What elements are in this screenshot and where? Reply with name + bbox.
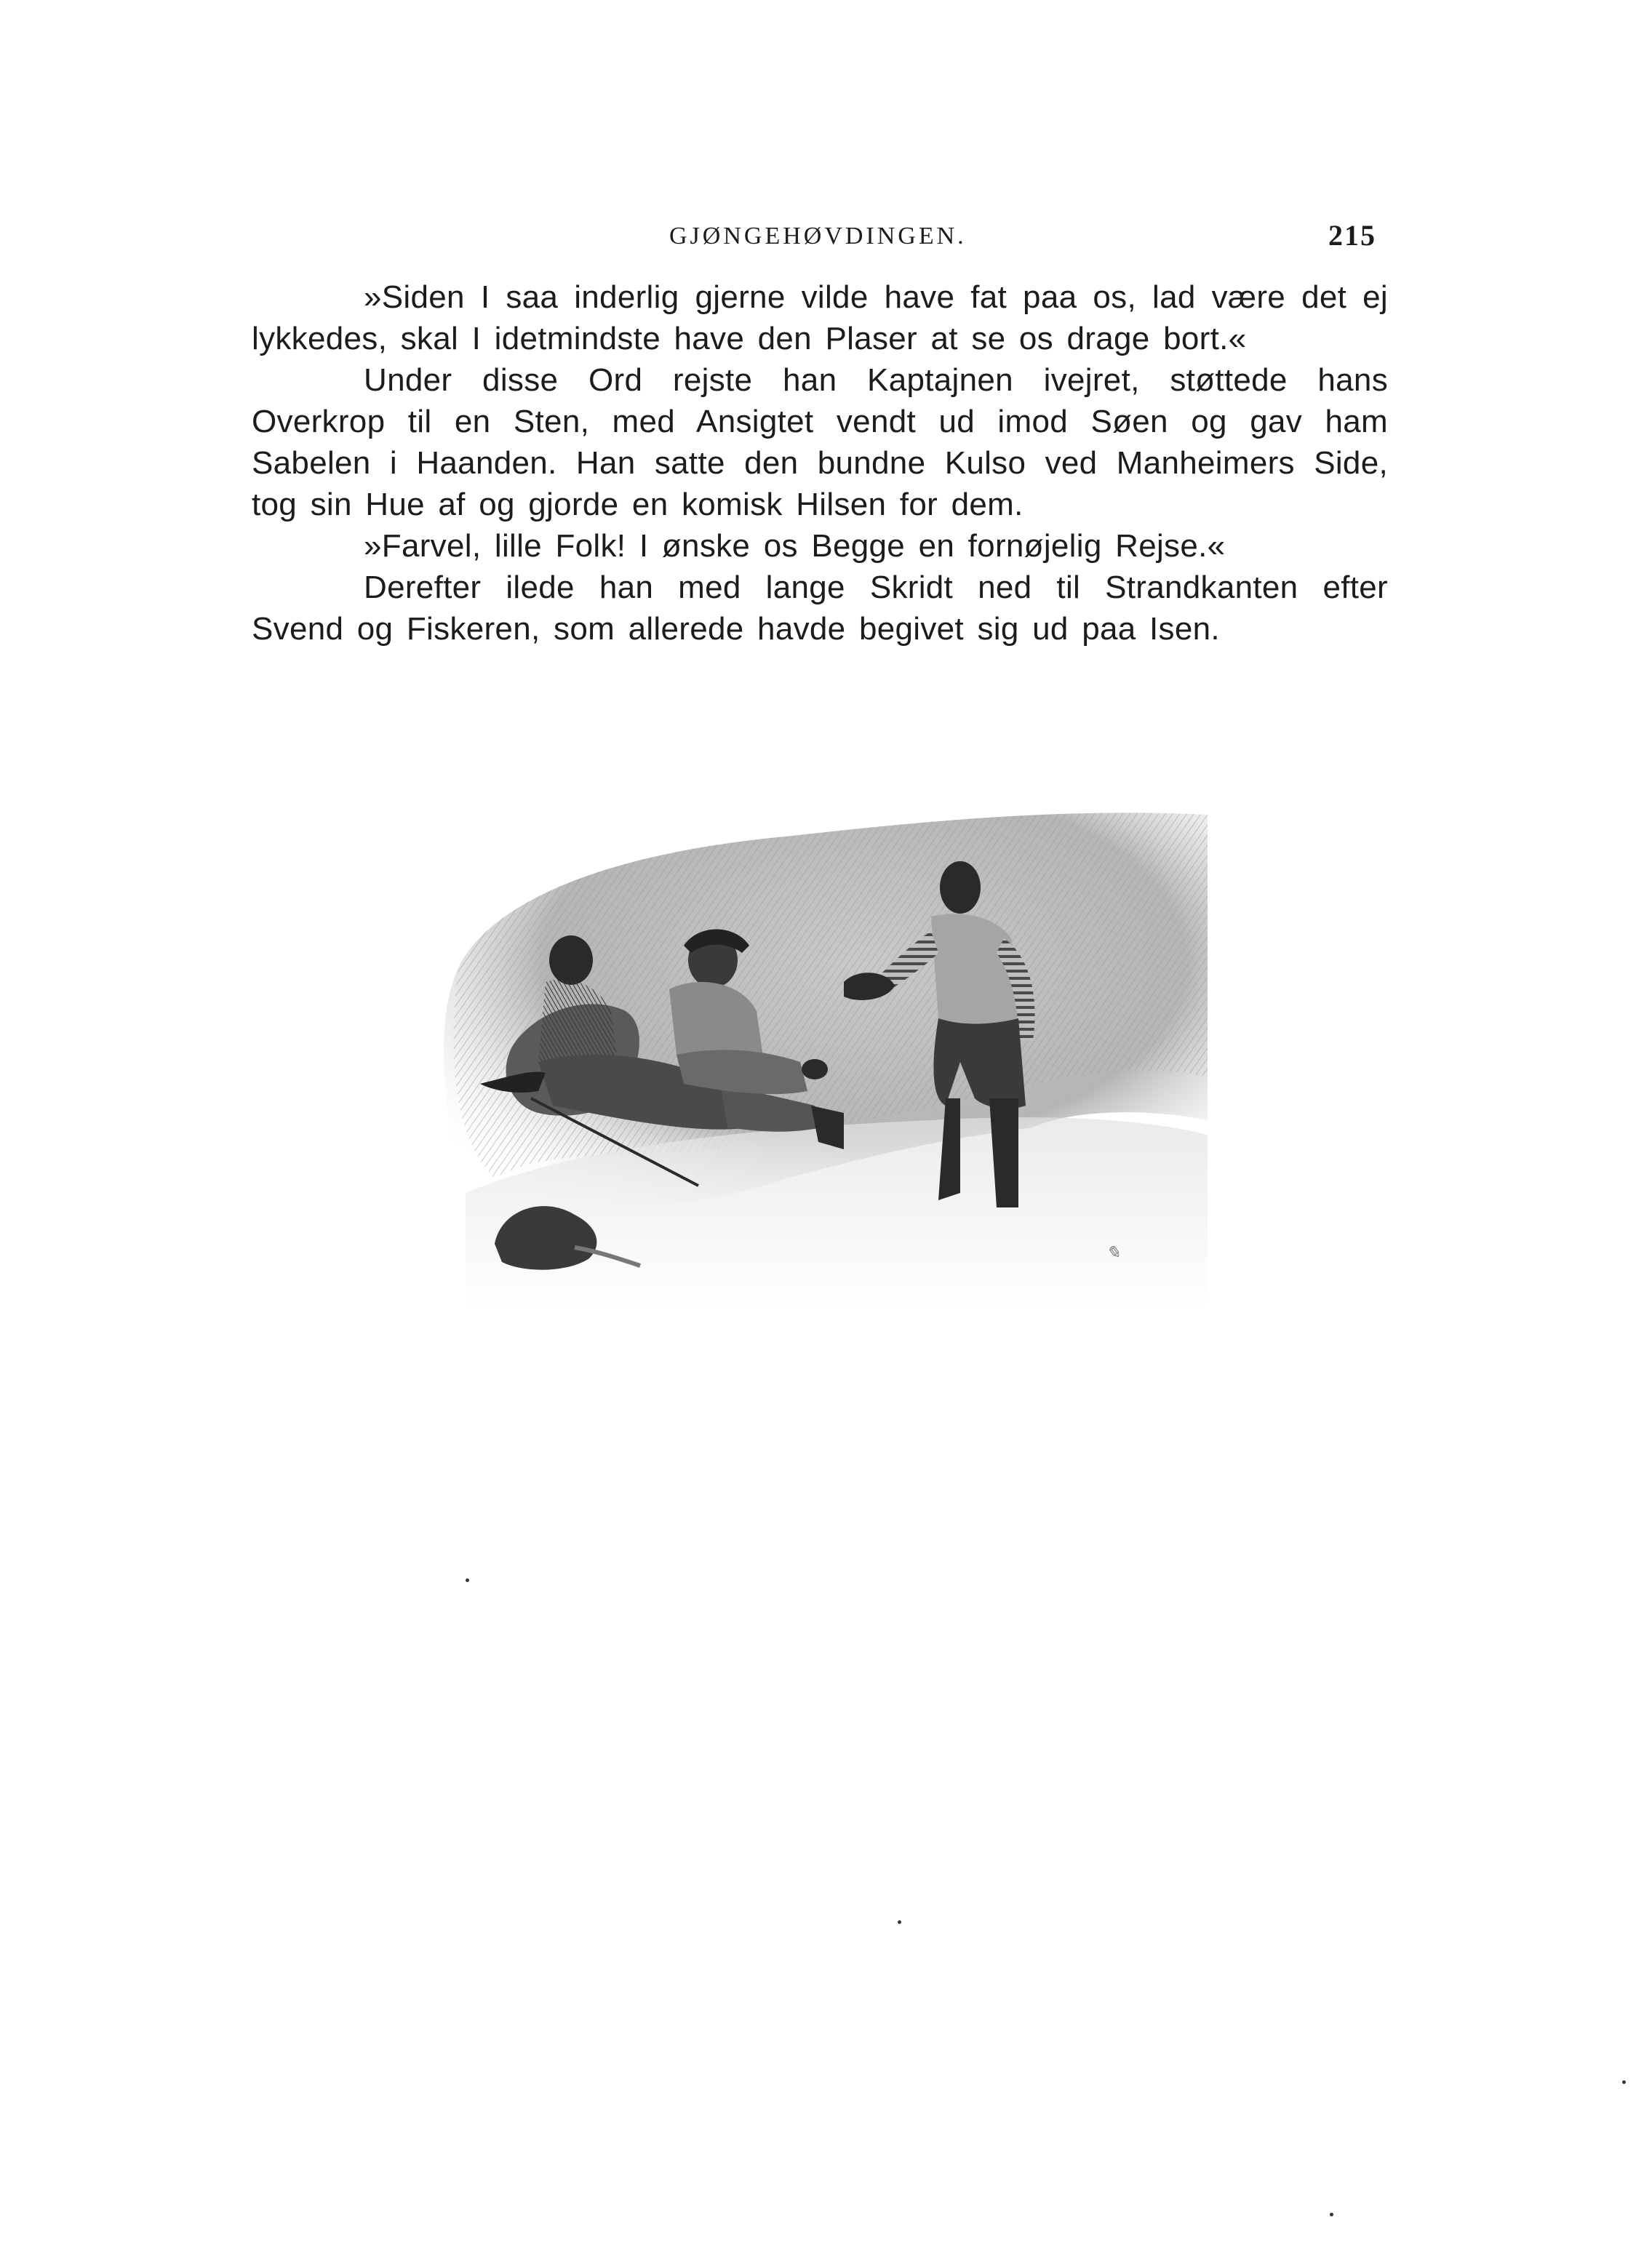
paragraph: »Farvel, lille Folk! I ønske os Begge en fornøjelig Rejse.« [364, 528, 1226, 564]
paragraph: »Siden I saa inderlig gjerne vilde have fat paa os, lad være det ej lykkedes, skal I idetmindste have den Plaser at se os drage bort.« [252, 279, 1388, 356]
running-title: GJØNGEHØVDINGEN. [669, 223, 967, 249]
scan-speck [898, 1920, 901, 1924]
body-text [252, 276, 1388, 650]
scan-speck [1622, 2080, 1626, 2084]
paragraph: Under disse Ord rejste han Kaptajnen ivejret, støttede hans Overkrop til en Sten, med Ansigtet vendt ud imod Søen og gav ham Sabelen i Haanden. Han satte den bundne Kulso ved Manheimers Side, tog sin Hue af og gjorde en komisk Hilsen for dem. [252, 362, 1388, 522]
illustration-engraving [407, 800, 1208, 1309]
scan-speck [466, 1578, 469, 1582]
paragraph: Derefter ilede han med lange Skridt ned til Strandkanten efter Svend og Fiskeren, som allerede havde begivet sig ud paa Isen. [252, 570, 1388, 647]
page-number: 215 [1328, 219, 1376, 252]
artist-signature: ✎ [1106, 1242, 1121, 1263]
scan-speck [1330, 2213, 1333, 2216]
